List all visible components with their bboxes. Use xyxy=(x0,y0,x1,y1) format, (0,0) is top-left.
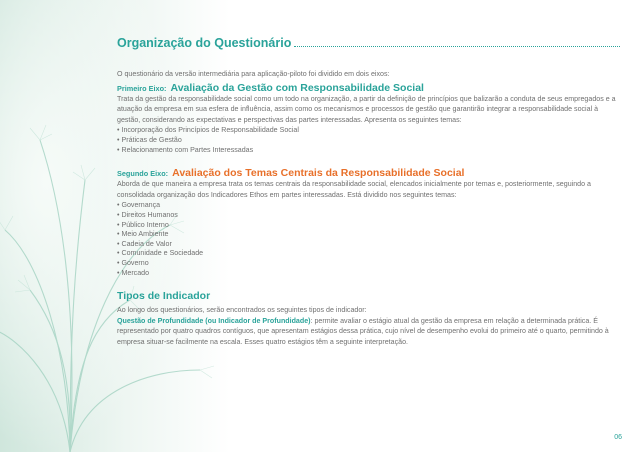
eixo1-list xyxy=(117,126,620,155)
dotted-rule xyxy=(294,46,620,47)
page-title: Organização do Questionário xyxy=(117,36,292,50)
list-item: • Governo xyxy=(117,259,620,269)
tipos-intro: Ao longo dos questionários, serão encontrados os seguintes tipos de indicador: xyxy=(117,306,367,315)
eixo2-list xyxy=(117,201,620,278)
eixo2-paragraph: Aborda de que maneira a empresa trata os temas centrais da responsabilidade social, elencados inicialmente por temas e, posteriormente, seguindo a consolidada organização dos Indicadores Ethos em partes interessadas. Está dividido nos seguintes temas: xyxy=(117,180,591,199)
list-item: • Comunidade e Sociedade xyxy=(117,249,620,259)
tipos-definition xyxy=(117,316,620,348)
eixo1-heading xyxy=(117,82,620,94)
eixo1-paragraph: Trata da gestão da responsabilidade social como um todo na organização, a partir da definição de princípios que balizarão a conduta de seus empregados e a atuação da empresa em sua esfera de influência, assim como os mecanismos e processos de gestão que garantirão integrar a responsabilidade social à gestão, considerando as expectativas e perspectivas das partes interessadas. Apresenta os seguintes temas: xyxy=(117,94,616,124)
list-item: • Meio Ambiente xyxy=(117,230,620,240)
list-item: • Práticas de Gestão xyxy=(117,136,620,146)
eixo2-label: Segundo Eixo: xyxy=(117,169,169,179)
list-item: • Incorporação dos Princípios de Responsabilidade Social xyxy=(117,126,620,136)
list-item: • Mercado xyxy=(117,269,620,279)
eixo2-heading xyxy=(117,167,620,179)
page-number: 06 xyxy=(614,434,622,441)
section-header xyxy=(117,36,620,50)
eixo1-label: Primeiro Eixo: xyxy=(117,83,167,93)
eixo2-title: Avaliação dos Temas Centrais da Responsabilidade Social xyxy=(172,167,465,180)
definition-term: Questão de Profundidade (ou Indicador de Profundidade) xyxy=(117,316,311,325)
list-item: • Governança xyxy=(117,201,620,211)
eixo1-title: Avaliação da Gestão com Responsabilidade Social xyxy=(170,81,424,94)
list-item: • Cadeia de Valor xyxy=(117,240,620,250)
intro-paragraph: O questionário da versão intermediária para aplicação-piloto foi dividido em dois eixos: xyxy=(117,70,390,78)
list-item: • Direitos Humanos xyxy=(117,211,620,221)
list-item: • Público Interno xyxy=(117,221,620,231)
definition-text: : permite avaliar o estágio atual da gestão da empresa em relação a determinada prática. É representado por quatro quadros contíguos, que apresentam estágios dessa prática, cujo nível de desempenho evolui do primeiro até o quarto, permitindo à empresa situar-se facilmente na escala. Esses quatro estágios têm a seguinte interpretação. xyxy=(117,316,609,346)
document-content xyxy=(117,36,620,347)
tipos-heading: Tipos de Indicador xyxy=(117,290,211,303)
list-item: • Relacionamento com Partes Interessadas xyxy=(117,146,620,156)
